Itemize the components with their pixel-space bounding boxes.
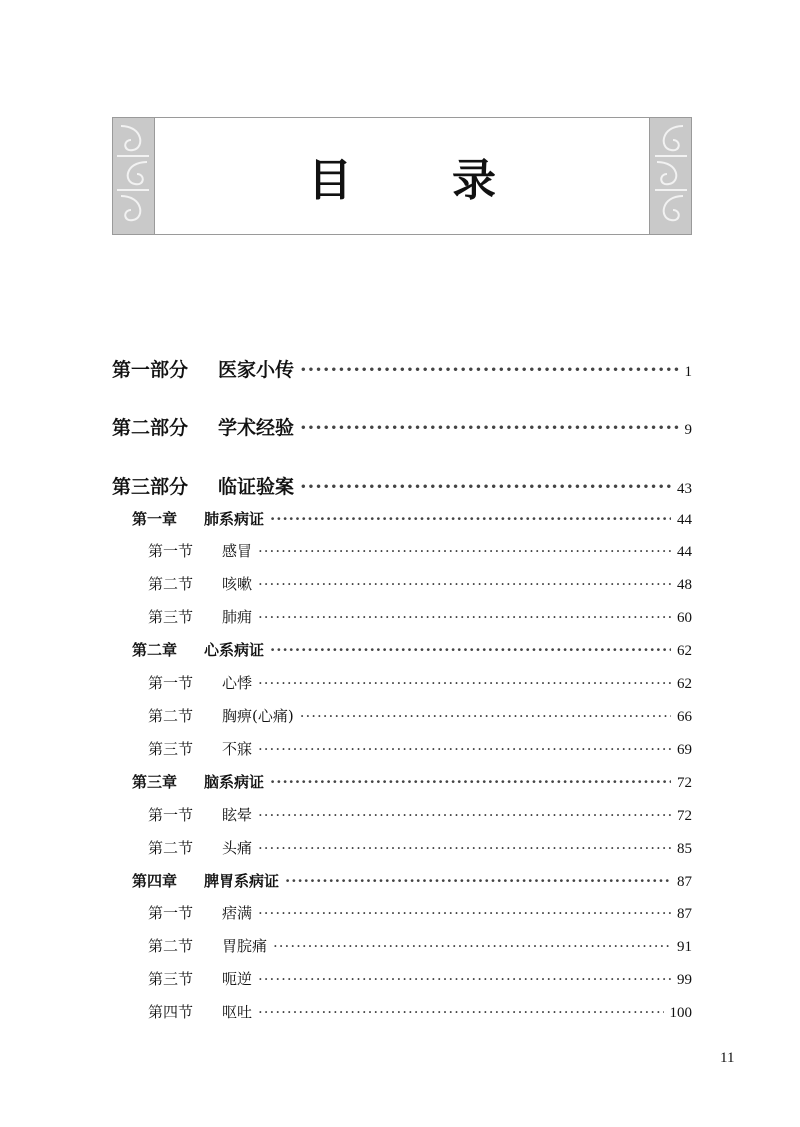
title-char-1: 目	[308, 155, 352, 206]
toc-section-row[interactable]	[148, 837, 692, 858]
part-label: 第二部分	[112, 417, 189, 439]
scroll-ornament-icon	[113, 118, 154, 234]
toc-section-row[interactable]	[148, 672, 692, 693]
toc-chapter-row[interactable]	[132, 639, 692, 660]
section-label: 第三节	[148, 740, 194, 758]
toc-section-row[interactable]	[148, 540, 692, 561]
page-number: 99	[677, 972, 692, 988]
dot-leader	[270, 641, 671, 659]
page-number: 72	[677, 808, 692, 824]
page-number: 44	[677, 512, 692, 528]
dot-leader	[258, 1003, 663, 1021]
section-title: 胸痹(心痛)	[222, 707, 294, 725]
chapter-title: 脑系病证	[204, 773, 265, 791]
section-title: 呃逆	[222, 970, 253, 988]
chapter-label: 第四章	[132, 872, 178, 890]
section-label: 第一节	[148, 674, 194, 692]
chapter-label: 第三章	[132, 773, 178, 791]
toc-section-row[interactable]	[148, 573, 692, 594]
section-title: 痞满	[222, 904, 253, 922]
toc-section-row[interactable]	[148, 968, 692, 989]
toc-chapter-row[interactable]	[132, 870, 692, 891]
page-number: 66	[677, 709, 692, 725]
scroll-ornament-icon	[650, 118, 691, 234]
dot-leader	[258, 806, 671, 824]
section-label: 第一节	[148, 806, 194, 824]
page-title	[155, 118, 649, 234]
page-number: 43	[677, 481, 692, 497]
page-number: 9	[684, 422, 692, 438]
section-title: 呕吐	[222, 1003, 253, 1021]
page-number: 87	[677, 906, 692, 922]
dot-leader	[285, 872, 671, 890]
page-number: 87	[677, 874, 692, 890]
dot-leader	[300, 476, 671, 498]
toc-section-row[interactable]	[148, 1001, 692, 1022]
section-title: 肺痈	[222, 608, 253, 626]
dot-leader	[258, 904, 671, 922]
dot-leader	[258, 575, 671, 593]
chapter-title: 脾胃系病证	[204, 872, 280, 890]
left-ornament-panel	[113, 118, 155, 234]
toc-chapter-row[interactable]	[132, 508, 692, 529]
chapter-title: 心系病证	[204, 641, 265, 659]
toc-section-row[interactable]	[148, 804, 692, 825]
toc-chapter-row[interactable]	[132, 771, 692, 792]
dot-leader	[300, 707, 671, 725]
toc-part-row[interactable]	[112, 355, 692, 382]
dot-leader	[258, 608, 671, 626]
toc-section-row[interactable]	[148, 935, 692, 956]
section-title: 头痛	[222, 839, 253, 857]
toc-section-row[interactable]	[148, 705, 692, 726]
section-title: 胃脘痛	[222, 937, 268, 955]
page-number: 62	[677, 676, 692, 692]
page-number: 85	[677, 841, 692, 857]
section-title: 心悸	[222, 674, 253, 692]
right-ornament-panel	[649, 118, 691, 234]
section-title: 眩晕	[222, 806, 253, 824]
toc-part-row[interactable]	[112, 413, 692, 440]
section-label: 第二节	[148, 937, 194, 955]
dot-leader	[300, 417, 678, 439]
page-number: 48	[677, 577, 692, 593]
chapter-label: 第二章	[132, 641, 178, 659]
section-title: 感冒	[222, 542, 253, 560]
page-number: 1	[684, 364, 692, 380]
section-label: 第三节	[148, 970, 194, 988]
dot-leader	[258, 970, 671, 988]
section-label: 第一节	[148, 542, 194, 560]
title-banner	[112, 117, 692, 235]
part-title: 学术经验	[218, 417, 295, 439]
page-number: 60	[677, 610, 692, 626]
section-label: 第一节	[148, 904, 194, 922]
dot-leader	[258, 674, 671, 692]
chapter-label: 第一章	[132, 510, 178, 528]
dot-leader	[270, 773, 671, 791]
page-number: 91	[677, 939, 692, 955]
title-char-2: 录	[452, 155, 496, 206]
toc-section-row[interactable]	[148, 902, 692, 923]
toc-section-row[interactable]	[148, 606, 692, 627]
page-number: 44	[677, 544, 692, 560]
page-number: 69	[677, 742, 692, 758]
page-number: 72	[677, 775, 692, 791]
section-label: 第三节	[148, 608, 194, 626]
toc-section-row[interactable]	[148, 738, 692, 759]
section-label: 第二节	[148, 575, 194, 593]
dot-leader	[273, 937, 671, 955]
chapter-title: 肺系病证	[204, 510, 265, 528]
dot-leader	[258, 740, 671, 758]
section-title: 咳嗽	[222, 575, 253, 593]
section-label: 第二节	[148, 707, 194, 725]
footer-page-number: 11	[720, 1050, 735, 1066]
page-number: 62	[677, 643, 692, 659]
dot-leader	[270, 510, 671, 528]
section-label: 第二节	[148, 839, 194, 857]
part-title: 医家小传	[218, 359, 295, 381]
part-title: 临证验案	[218, 476, 295, 498]
part-label: 第一部分	[112, 359, 189, 381]
page-number: 100	[669, 1005, 692, 1021]
dot-leader	[300, 359, 678, 381]
part-label: 第三部分	[112, 476, 189, 498]
toc-part-row[interactable]	[112, 472, 692, 499]
section-title: 不寐	[222, 740, 253, 758]
dot-leader	[258, 839, 671, 857]
dot-leader	[258, 542, 671, 560]
section-label: 第四节	[148, 1003, 194, 1021]
